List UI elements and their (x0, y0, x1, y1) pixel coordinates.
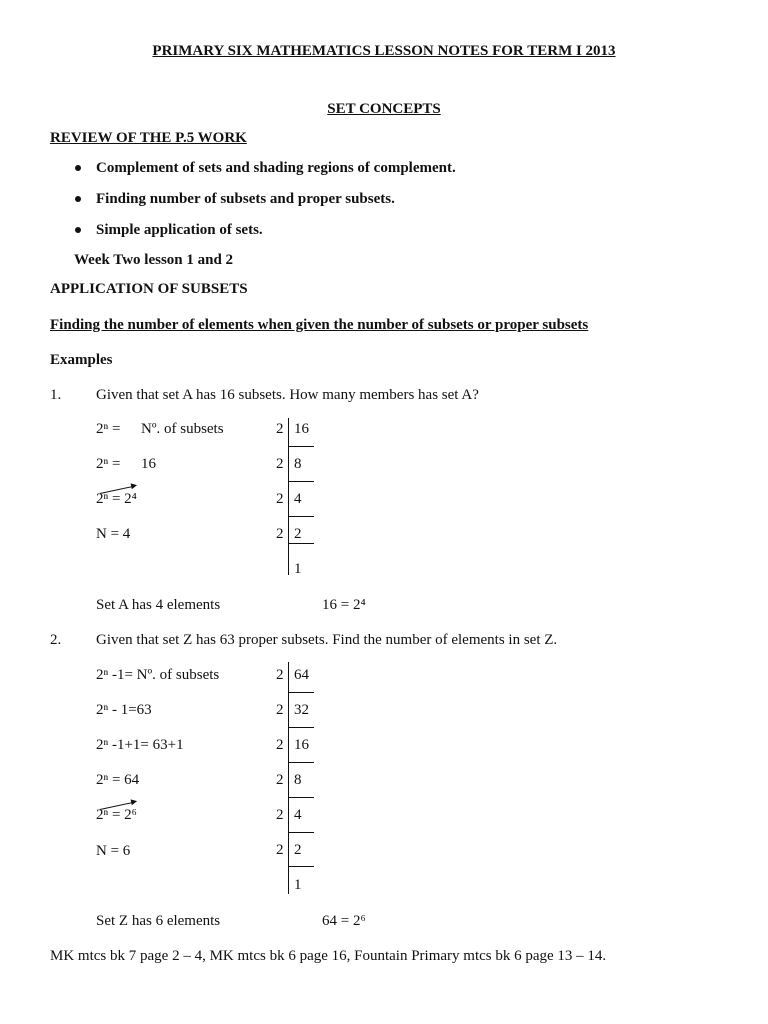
quotient: 1 (294, 877, 302, 893)
week-label: Week Two lesson 1 and 2 (74, 252, 234, 268)
divisor: 2 (276, 807, 284, 823)
example-number: 1. (50, 387, 62, 403)
step-equation: 2ⁿ - 1=63 (96, 702, 152, 718)
step-equation: 2ⁿ = (96, 421, 121, 437)
example-number: 2. (50, 632, 62, 648)
divisor: 2 (276, 702, 284, 718)
divisor: 2 (276, 421, 284, 437)
quotient: 4 (294, 807, 302, 823)
step-equation: 2ⁿ = (96, 456, 121, 472)
quotient: 2 (294, 842, 302, 858)
application-heading: APPLICATION OF SUBSETS (50, 281, 248, 297)
quotient: 64 (294, 667, 309, 683)
page-title: PRIMARY SIX MATHEMATICS LESSON NOTES FOR TERM I 2013 (152, 43, 616, 59)
quotient: 1 (294, 561, 302, 577)
step-equation: 2ⁿ = 2⁴ (96, 491, 137, 507)
quotient: 4 (294, 491, 302, 507)
references: MK mtcs bk 7 page 2 – 4, MK mtcs bk 6 page 16, Fountain Primary mtcs bk 6 page 13 – 14. (50, 948, 607, 964)
divisor: 2 (276, 737, 284, 753)
example-conclusion: Set A has 4 elements (96, 597, 221, 613)
step-equation: 2ⁿ -1= Nº. of subsets (96, 667, 220, 683)
repeated-division-table (272, 666, 332, 911)
divisor: 2 (276, 491, 284, 507)
bullet-icon (75, 196, 81, 202)
bullet-icon (75, 227, 81, 233)
step-equation: N = 4 (96, 526, 131, 542)
example-question: Given that set A has 16 subsets. How many members has set A? (96, 387, 479, 403)
step-equation: 2ⁿ = 64 (96, 772, 140, 788)
step-rhs: Nº. of subsets (141, 421, 224, 437)
example-conclusion: Set Z has 6 elements (96, 913, 221, 929)
divisor: 2 (276, 667, 284, 683)
bullet-item: Simple application of sets. (96, 222, 263, 238)
step-equation: N = 6 (96, 843, 131, 859)
review-heading: REVIEW OF THE P.5 WORK (50, 130, 247, 146)
section-title: SET CONCEPTS (327, 101, 441, 117)
quotient: 16 (294, 737, 309, 753)
divisor: 2 (276, 456, 284, 472)
bullet-item: Finding number of subsets and proper subsets. (96, 191, 395, 207)
step-rhs: 16 (141, 456, 156, 472)
divisor: 2 (276, 526, 284, 542)
step-equation: 2ⁿ = 2⁶ (96, 807, 137, 823)
repeated-division-table (272, 420, 332, 595)
quotient: 8 (294, 456, 302, 472)
quotient: 2 (294, 526, 302, 542)
bullet-item: Complement of sets and shading regions of complement. (96, 160, 456, 176)
example-question: Given that set Z has 63 proper subsets. Find the number of elements in set Z. (96, 632, 558, 648)
examples-label: Examples (50, 352, 113, 368)
divisor: 2 (276, 772, 284, 788)
bullet-icon (75, 165, 81, 171)
example-result: 16 = 2⁴ (322, 597, 366, 613)
example-result: 64 = 2⁶ (322, 913, 366, 929)
step-equation: 2ⁿ -1+1= 63+1 (96, 737, 184, 753)
quotient: 8 (294, 772, 302, 788)
quotient: 32 (294, 702, 309, 718)
divisor: 2 (276, 842, 284, 858)
quotient: 16 (294, 421, 309, 437)
subheading: Finding the number of elements when given the number of subsets or proper subsets (50, 317, 589, 333)
